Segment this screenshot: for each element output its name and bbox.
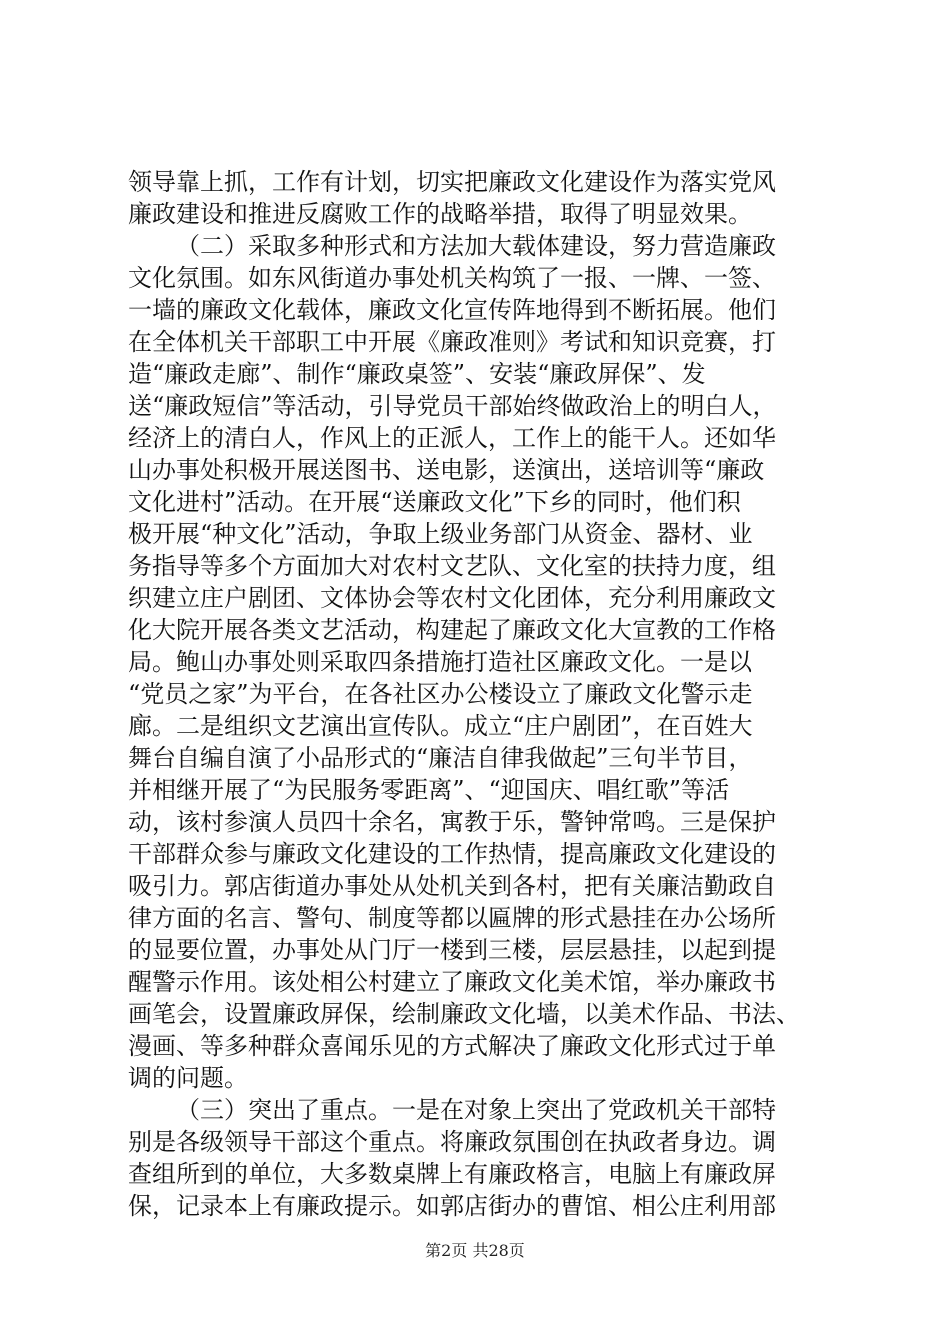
text-line: 经济上的清白人，作风上的正派人，工作上的能干人。还如华 — [128, 424, 776, 452]
text-line: 漫画、等多种群众喜闻乐见的方式解决了廉政文化形式过于单 — [128, 1032, 776, 1060]
text-line: 别是各级领导干部这个重点。将廉政氛围创在执政者身边。调 — [128, 1128, 776, 1156]
text-line: 的显要位置，办事处从门厅一楼到三楼，层层悬挂，以起到提 — [128, 936, 776, 964]
text-line: 化大院开展各类文艺活动，构建起了廉政文化大宣教的工作格 — [128, 616, 776, 644]
text-line: 造“廉政走廊”、制作“廉政桌签”、安装“廉政屏保”、发 — [128, 360, 706, 388]
text-line: 画笔会，设置廉政屏保，绘制廉政文化墙，以美术作品、书法、 — [128, 1000, 800, 1028]
text-line: 醒警示作用。该处相公村建立了廉政文化美术馆，举办廉政书 — [128, 968, 776, 996]
text-line: 查组所到的单位，大多数桌牌上有廉政格言，电脑上有廉政屏 — [128, 1160, 776, 1188]
text-line: 极开展“种文化”活动，争取上级业务部门从资金、器材、业 — [128, 520, 753, 548]
text-line: 一墙的廉政文化载体，廉政文化宣传阵地得到不断拓展。他们 — [128, 296, 776, 324]
text-line: 送“廉政短信”等活动，引导党员干部始终做政治上的明白人， — [128, 392, 777, 420]
text-line: 调的问题。 — [128, 1064, 248, 1092]
text-line: 织建立庄户剧团、文体协会等农村文化团体，充分利用廉政文 — [128, 584, 776, 612]
text-line: 文化氛围。如东风街道办事处机关构筑了一报、一牌、一签、 — [128, 264, 776, 292]
body-text — [128, 166, 828, 1222]
text-line: 并相继开展了“为民服务零距离”、“迎国庆、唱红歌”等活 — [128, 776, 730, 804]
text-line: 舞台自编自演了小品形式的“廉洁自律我做起”三句半节目， — [128, 744, 753, 772]
paragraph-start-line: （三）突出了重点。一是在对象上突出了党政机关干部特 — [176, 1096, 776, 1124]
text-line: 廉政建设和推进反腐败工作的战略举措，取得了明显效果。 — [128, 200, 752, 228]
text-line: 山办事处积极开展送图书、送电影，送演出，送培训等“廉政 — [128, 456, 765, 484]
text-line: 领导靠上抓，工作有计划，切实把廉政文化建设作为落实党风 — [128, 168, 776, 196]
text-line: 务指导等多个方面加大对农村文艺队、文化室的扶持力度，组 — [128, 552, 776, 580]
text-line: 律方面的名言、警句、制度等都以匾牌的形式悬挂在办公场所 — [128, 904, 776, 932]
text-line: 在全体机关干部职工中开展《廉政准则》考试和知识竞赛，打 — [128, 328, 776, 356]
text-line: “党员之家”为平台，在各社区办公楼设立了廉政文化警示走 — [128, 680, 753, 708]
page-number-footer: 第2页 共28页 — [425, 1241, 525, 1260]
text-line: 局。鲍山办事处则采取四条措施打造社区廉政文化。一是以 — [128, 648, 752, 676]
text-line: 吸引力。郭店街道办事处从处机关到各村，把有关廉洁勤政自 — [128, 872, 776, 900]
text-line: 干部群众参与廉政文化建设的工作热情，提高廉政文化建设的 — [128, 840, 776, 868]
paragraph-start-line: （二）采取多种形式和方法加大载体建设，努力营造廉政 — [176, 232, 776, 260]
text-line: 廊。二是组织文艺演出宣传队。成立“庄户剧团”，在百姓大 — [128, 712, 753, 740]
text-line: 文化进村”活动。在开展“送廉政文化”下乡的同时，他们积 — [128, 488, 741, 516]
text-line: 动，该村参演人员四十余名，寓教于乐，警钟常鸣。三是保护 — [128, 808, 776, 836]
text-line: 保，记录本上有廉政提示。如郭店街办的曹馆、相公庄利用部 — [128, 1192, 776, 1220]
